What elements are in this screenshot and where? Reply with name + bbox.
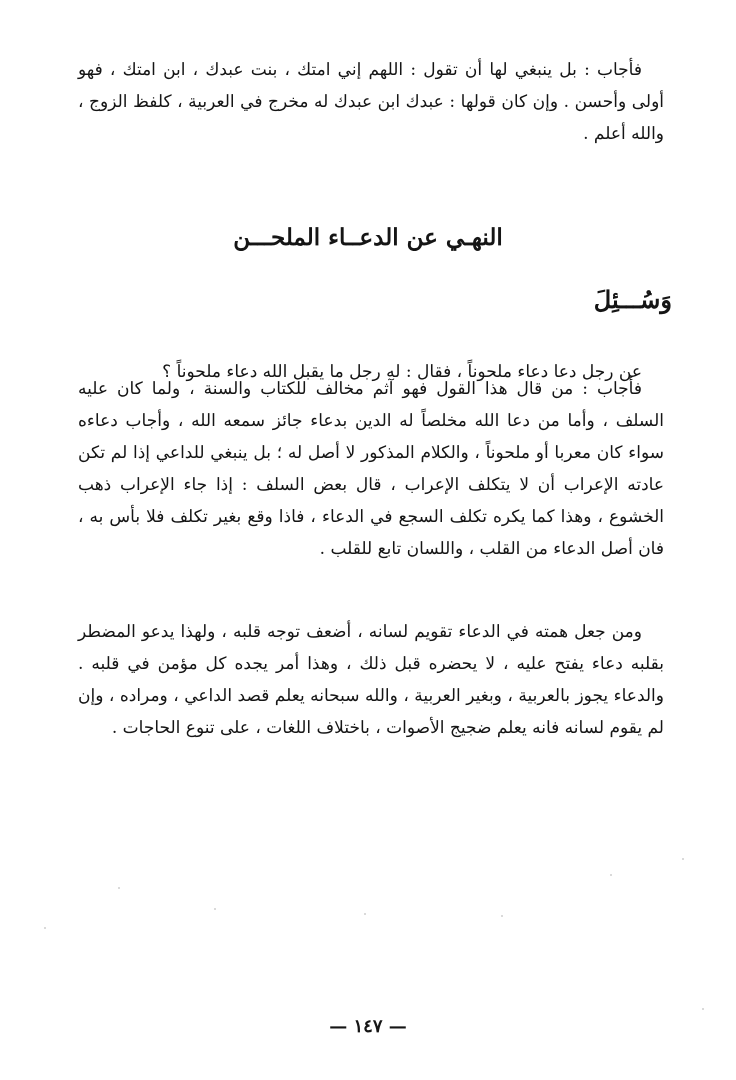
scan-speck (610, 874, 612, 876)
scan-speck (118, 887, 120, 889)
page-number: — ١٤٧ — (329, 1016, 407, 1037)
question-label: وَسُـــئِلَ (593, 285, 672, 314)
scan-speck (702, 1008, 704, 1010)
paragraph-answer: فأجاب : من قال هذا القول فهو آثم مخالف للكتاب والسنة ، ولما كان عليه السلف ، وأما من دعا الله مخلصاً له الدين بدعاء جائز سمعه الله ، وأجاب دعاءه سواء كان معربا أو ملحوناً ، والكلام المذكور لا أصل له ؛ بل ينبغي للداعي إذا لم تكن عادته الإعراب أن لا يتكلف الإعراب ، قال بعض السلف : إذا جاء الإعراب ذهب الخشوع ، وهذا كما يكره تكلف السجع في الدعاء ، فاذا وقع بغير تكلف فلا بأس به ، فان أصل الدعاء من القلب ، واللسان تابع للقلب . (78, 379, 664, 559)
scan-speck (364, 913, 366, 915)
scan-speck (501, 915, 503, 917)
paragraph-intro: فأجاب : بل ينبغي لها أن تقول : اللهم إني امتك ، بنت عبدك ، ابن امتك ، فهو أولى وأحسن . وإن كان قولها : عبدك ابن عبدك له مخرج في العربية ، كلفظ الزوج ، والله أعلم . (78, 60, 664, 144)
paragraph-answer-continued: ومن جعل همته في الدعاء تقويم لسانه ، أضعف توجه قلبه ، ولهذا يدعو المضطر بقلبه دعاء يفتح عليه ، لا يحضره قبل ذلك ، وهذا أمر يجده كل مؤمن في قلبه . والدعاء يجوز بالعربية ، وبغير العربية ، والله سبحانه يعلم قصد الداعي ، ومراده ، وإن لم يقوم لسانه فانه يعلم ضجيج الأصوات ، باختلاف اللغات ، على تنوع الحاجات . (78, 622, 664, 738)
scan-speck (682, 858, 684, 860)
scan-speck (44, 927, 46, 929)
paragraph-question: عن رجل دعا دعاء ملحوناً ، فقال : له رجل ما يقبل الله دعاء ملحوناً ؟ (162, 362, 642, 382)
scan-speck (214, 908, 216, 910)
section-title: النهـي عن الدعــاء الملحـــن (233, 224, 503, 251)
